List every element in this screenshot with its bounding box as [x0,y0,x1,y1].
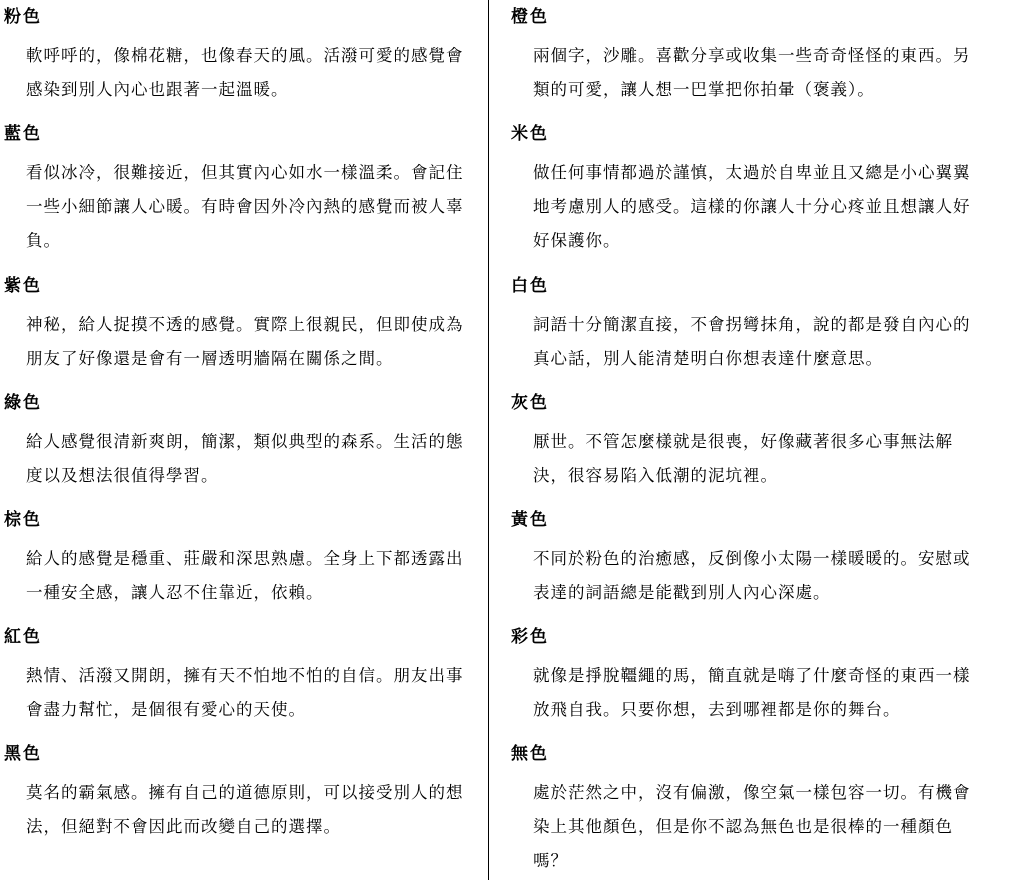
entry-title: 綠色 [4,393,42,413]
entry-description: 給人的感覺是穩重、莊嚴和深思熟慮。全身上下都透露出一種安全感，讓人忍不住靠近，依賴。 [26,549,464,602]
color-entry-red [0,627,488,727]
entry-description: 熱情、活潑又開朗，擁有天不怕地不怕的自信。朋友出事會盡力幫忙，是個很有愛心的天使。 [26,666,464,719]
color-entry-white [492,276,1010,376]
entry-description: 兩個字，沙雕。喜歡分享或收集一些奇奇怪怪的東西。另類的可愛，讓人想一巴掌把你拍暈（褒義）。 [533,46,971,99]
column-divider [488,0,489,880]
entry-title: 橙色 [511,7,549,27]
color-entry-brown [0,510,488,610]
color-entry-purple [0,276,488,376]
right-column [492,0,1010,884]
entry-description: 莫名的霸氣感。擁有自己的道德原則，可以接受別人的想法，但絕對不會因此而改變自己的選擇。 [26,783,464,836]
entry-description: 厭世。不管怎麼樣就是很喪，好像藏著很多心事無法解決，很容易陷入低潮的泥坑裡。 [533,432,953,485]
entry-description: 就像是掙脫韁繩的馬，簡直就是嗨了什麼奇怪的東西一樣放飛自我。只要你想，去到哪裡都是你的舞台。 [533,666,971,719]
left-column [0,0,488,884]
entry-title: 黑色 [4,744,42,764]
color-entry-black [0,744,488,844]
entry-description: 給人感覺很清新爽朗，簡潔，類似典型的森系。生活的態度以及想法很值得學習。 [26,432,464,485]
color-entry-colorless [492,744,1010,878]
entry-description: 看似冰冷，很難接近，但其實內心如水一樣溫柔。會記住一些小細節讓人心暖。有時會因外冷內熱的感覺而被人辜負。 [26,163,464,250]
entry-title: 紅色 [4,627,42,647]
entry-description: 神秘，給人捉摸不透的感覺。實際上很親民，但即使成為朋友了好像還是會有一層透明牆隔在關係之間。 [26,315,464,368]
entry-description: 詞語十分簡潔直接，不會拐彎抹角，說的都是發自內心的真心話，別人能清楚明白你想表達什麼意思。 [533,315,971,368]
color-entry-blue [0,124,488,258]
entry-title: 黃色 [511,510,549,530]
entry-description: 不同於粉色的治癒感，反倒像小太陽一樣暖暖的。安慰或表達的詞語總是能戳到別人內心深處。 [533,549,971,602]
entry-title: 紫色 [4,276,42,296]
entry-title: 米色 [511,124,549,144]
color-entry-gray [492,393,1010,493]
entry-description: 做任何事情都過於謹慎，太過於自卑並且又總是小心翼翼地考慮別人的感受。這樣的你讓人十分心疼並且想讓人好好保護你。 [533,163,971,250]
color-entry-yellow [492,510,1010,610]
color-entry-green [0,393,488,493]
color-entry-rainbow [492,627,1010,727]
entry-title: 無色 [511,744,549,764]
entry-title: 棕色 [4,510,42,530]
entry-title: 彩色 [511,627,549,647]
entry-description: 處於茫然之中，沒有偏激，像空氣一樣包容一切。有機會染上其他顏色，但是你不認為無色也是很棒的一種顏色嗎？ [533,783,971,870]
entry-title: 粉色 [4,7,42,27]
entry-title: 灰色 [511,393,549,413]
color-entry-orange [492,7,1010,107]
entry-title: 藍色 [4,124,42,144]
entry-title: 白色 [511,276,549,296]
color-entry-pink [0,7,488,107]
entry-description: 軟呼呼的，像棉花糖，也像春天的風。活潑可愛的感覺會感染到別人內心也跟著一起溫暖。 [26,46,464,99]
color-entry-beige [492,124,1010,258]
